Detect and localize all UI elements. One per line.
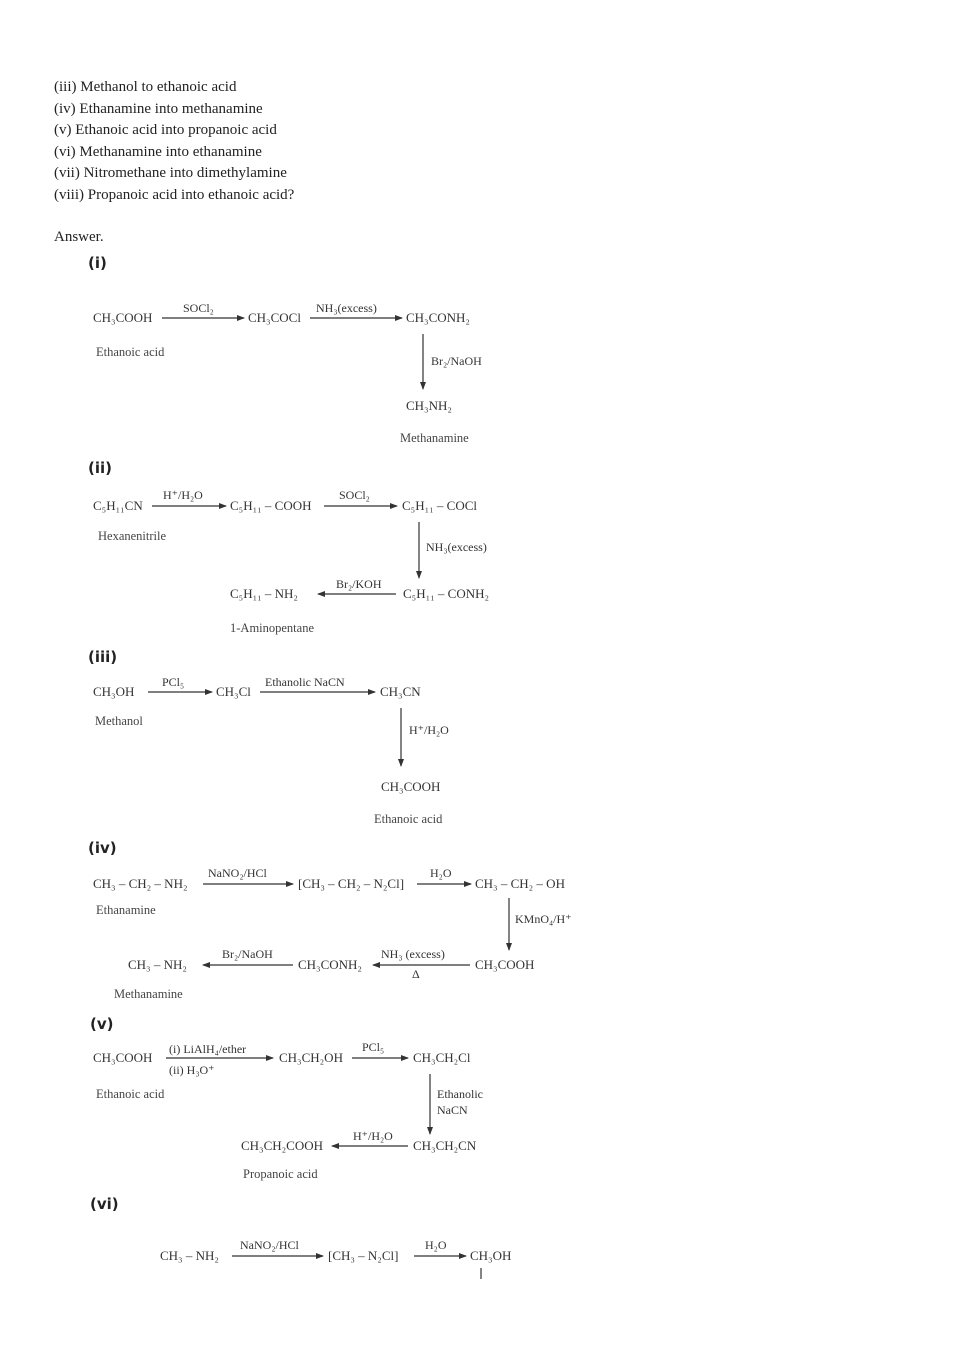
compound: CH₃Cl — [216, 684, 251, 699]
compound-name: Methanamine — [400, 431, 469, 445]
reagent: NaNO₂/HCl — [208, 866, 267, 880]
part-label: (v) — [90, 1015, 114, 1033]
reagent: Br₂/NaOH — [222, 947, 273, 961]
question-item: (vi) Methanamine into ethanamine — [54, 143, 262, 160]
part-label: (iv) — [88, 839, 117, 857]
compound: CH₃ – CH₂ – NH₂ — [93, 876, 188, 891]
compound-name: Propanoic acid — [243, 1167, 318, 1181]
part-label: (ii) — [88, 459, 112, 477]
part-label: (i) — [88, 254, 107, 272]
compound: CH₃CH₂COOH — [241, 1138, 324, 1153]
compound-name: Ethanamine — [96, 903, 156, 917]
reagent: H⁺/H₂O — [353, 1129, 393, 1143]
compound-name: Ethanoic acid — [96, 345, 165, 359]
answer-label: Answer. — [54, 229, 104, 245]
scheme-i — [88, 254, 482, 445]
reagent: Br₂/NaOH — [431, 354, 482, 368]
compound-name: Methanol — [95, 714, 143, 728]
compound: CH₃OH — [93, 684, 135, 699]
compound-name: Ethanoic acid — [96, 1087, 165, 1101]
reagent: NH₃ (excess) — [381, 947, 445, 961]
compound: CH₃COOH — [381, 779, 441, 794]
compound-name: Methanamine — [114, 987, 183, 1001]
reagent: NH₃(excess) — [426, 540, 487, 554]
question-item: (vii) Nitromethane into dimethylamine — [54, 165, 287, 181]
compound: C₅H₁₁ – COOH — [230, 498, 312, 513]
reagent: SOCl₂ — [183, 301, 214, 315]
reagent: NH₃(excess) — [316, 301, 377, 315]
compound-name: Ethanoic acid — [374, 812, 443, 826]
reagent: Δ — [412, 967, 420, 981]
compound: CH₃CH₂CN — [413, 1138, 477, 1153]
compound: [CH₃ – CH₂ – N₂Cl] — [298, 876, 405, 891]
scheme-ii — [88, 459, 489, 635]
reagent: H⁺/H₂O — [163, 488, 203, 502]
compound: CH₃CH₂Cl — [413, 1050, 471, 1065]
compound: CH₃CN — [380, 684, 421, 699]
reagent: Ethanolic NaCN — [265, 675, 345, 689]
compound: CH₃CONH₂ — [406, 310, 470, 325]
reagent: H₂O — [430, 866, 452, 880]
reagent: PCl₅ — [162, 675, 185, 689]
reagent: H⁺/H₂O — [409, 723, 449, 737]
reagent: Br₂/KOH — [336, 577, 382, 591]
reagent: SOCl₂ — [339, 488, 370, 502]
compound: CH₃COCl — [248, 310, 301, 325]
compound: CH₃OH — [470, 1248, 512, 1263]
compound-name: Hexanenitrile — [98, 529, 167, 543]
question-item: (iii) Methanol to ethanoic acid — [54, 79, 237, 95]
compound-name: 1-Aminopentane — [230, 621, 315, 635]
compound: C₅H₁₁ – NH₂ — [230, 586, 298, 601]
reagent: (i) LiAlH₄/ether — [169, 1042, 247, 1056]
reagent: H₂O — [425, 1238, 447, 1252]
reagent: (ii) H₃O⁺ — [169, 1063, 215, 1077]
compound: C₅H₁₁CN — [93, 498, 143, 513]
scheme-vi — [90, 1195, 511, 1279]
compound: CH₃NH₂ — [406, 398, 452, 413]
reagent: NaNO₂/HCl — [240, 1238, 299, 1252]
reagent: NaCN — [437, 1103, 468, 1117]
reagent: Ethanolic — [437, 1087, 483, 1101]
compound: [CH₃ – N₂Cl] — [328, 1248, 399, 1263]
part-label: (iii) — [88, 648, 118, 666]
question-item: (iv) Ethanamine into methanamine — [54, 100, 263, 117]
compound: CH₃COOH — [93, 1050, 153, 1065]
compound: CH₃COOH — [475, 957, 535, 972]
part-label: (vi) — [90, 1195, 119, 1213]
reagent: PCl₅ — [362, 1040, 385, 1054]
scheme-iv — [88, 839, 572, 1001]
compound: CH₃ – NH₂ — [128, 957, 187, 972]
compound: CH₃ – CH₂ – OH — [475, 876, 565, 891]
compound: CH₃ – NH₂ — [160, 1248, 219, 1263]
reagent: KMnO₄/H⁺ — [515, 912, 572, 926]
question-item: (v) Ethanoic acid into propanoic acid — [54, 122, 277, 138]
compound: CH₃CH₂OH — [279, 1050, 343, 1065]
scheme-v — [90, 1015, 483, 1181]
compound: CH₃COOH — [93, 310, 153, 325]
compound: CH₃CONH₂ — [298, 957, 362, 972]
question-item: (viii) Propanoic acid into ethanoic acid? — [54, 186, 295, 203]
compound: C₅H₁₁ – CONH₂ — [403, 586, 490, 601]
compound: C₅H₁₁ – COCl — [402, 498, 477, 513]
scheme-iii — [88, 648, 449, 826]
